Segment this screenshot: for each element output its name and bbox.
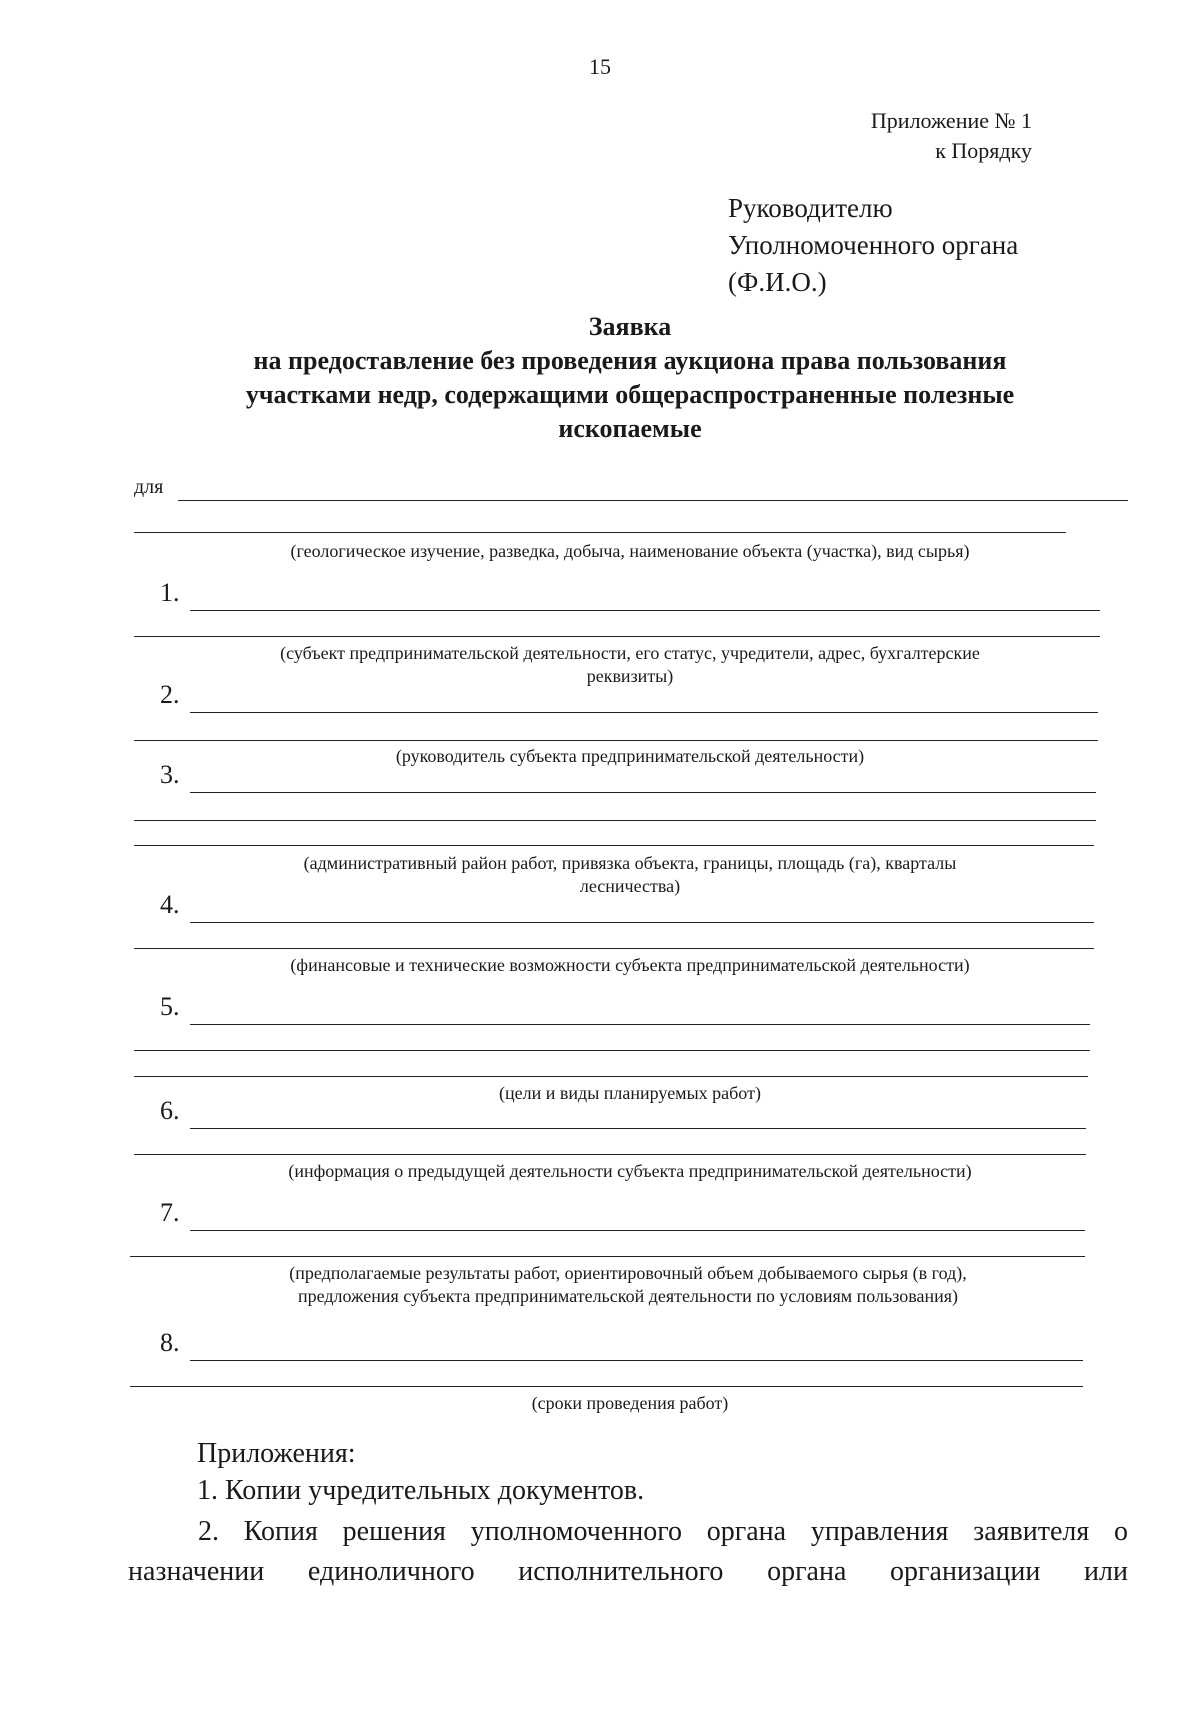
item-5-number: 5. bbox=[160, 992, 180, 1021]
item-2-fill-line-2[interactable] bbox=[134, 740, 1098, 741]
addressee-line-2: Уполномоченного органа bbox=[728, 230, 1019, 260]
item-5-fill-line-3[interactable] bbox=[134, 1076, 1088, 1077]
item-1-fill-line[interactable] bbox=[190, 610, 1100, 611]
item-5-caption: (цели и виды планируемых работ) bbox=[499, 1083, 761, 1103]
item-7-fill-line[interactable] bbox=[190, 1230, 1085, 1231]
item-6-number: 6. bbox=[160, 1096, 180, 1125]
item-2-number: 2. bbox=[160, 680, 180, 709]
item-7-fill-line-2[interactable] bbox=[130, 1256, 1085, 1257]
item-5-fill-line-2[interactable] bbox=[134, 1050, 1090, 1051]
item-8-fill-line[interactable] bbox=[190, 1360, 1083, 1361]
item-4-number: 4. bbox=[160, 890, 180, 919]
title-line-1: Заявка bbox=[588, 312, 672, 341]
item-2-caption: (руководитель субъекта предпринимательской деятельности) bbox=[395, 746, 865, 766]
item-3-caption: (административный район работ, привязка объекта, границы, площадь (га), кварталы лесничества) bbox=[303, 853, 957, 896]
item-4-fill-line[interactable] bbox=[190, 922, 1094, 923]
purpose-caption: (геологическое изучение, разведка, добыча, наименование объекта (участка), вид сырья) bbox=[290, 541, 970, 561]
document-title bbox=[130, 310, 1130, 446]
item-1-caption: (субъект предпринимательской деятельности, его статус, учредители, адрес, бухгалтерские реквизиты) bbox=[280, 643, 980, 686]
attachments-heading: Приложения: bbox=[197, 1438, 356, 1469]
purpose-fill-line-2[interactable] bbox=[134, 532, 1066, 533]
item-3-fill-line[interactable] bbox=[190, 792, 1096, 793]
annex-line-1: Приложение № 1 bbox=[870, 108, 1032, 133]
addressee-line-1: Руководителю bbox=[728, 193, 893, 223]
item-4-caption: (финансовые и технические возможности субъекта предпринимательской деятельности) bbox=[290, 955, 970, 975]
item-8-fill-line-2[interactable] bbox=[130, 1386, 1083, 1387]
item-3-number: 3. bbox=[160, 760, 180, 789]
title-line-4: ископаемые bbox=[558, 414, 702, 443]
attachment-item-2: 2. Копия решения уполномоченного органа управления заявителя о назначении единоличного исполнительного органа организации или bbox=[128, 1516, 1128, 1587]
title-line-3: участками недр, содержащими общераспространенные полезные bbox=[245, 380, 1015, 409]
item-6-fill-line[interactable] bbox=[190, 1128, 1086, 1129]
addressee-line-3: (Ф.И.О.) bbox=[728, 267, 827, 297]
page-number: 15 bbox=[589, 54, 611, 79]
attachment-item-1: 1. Копии учредительных документов. bbox=[197, 1475, 645, 1506]
purpose-label: для bbox=[134, 476, 164, 498]
item-3-fill-line-3[interactable] bbox=[134, 845, 1094, 846]
item-4-fill-line-2[interactable] bbox=[134, 948, 1094, 949]
annex-reference bbox=[871, 106, 1032, 166]
title-line-2: на предоставление без проведения аукциона права пользования bbox=[253, 346, 1007, 375]
item-3-fill-line-2[interactable] bbox=[134, 820, 1096, 821]
item-1-number: 1. bbox=[160, 578, 180, 607]
item-6-caption: (информация о предыдущей деятельности субъекта предпринимательской деятельности) bbox=[288, 1161, 972, 1181]
annex-line-2: к Порядку bbox=[935, 138, 1032, 163]
addressee-block bbox=[728, 190, 1018, 301]
item-7-number: 7. bbox=[160, 1198, 180, 1227]
item-2-fill-line[interactable] bbox=[190, 712, 1098, 713]
purpose-fill-line[interactable] bbox=[178, 500, 1128, 501]
item-1-fill-line-2[interactable] bbox=[134, 636, 1100, 637]
item-7-caption: (предполагаемые результаты работ, ориентировочный объем добываемого сырья (в год), предложения субъекта предпринимательской деятельности по условиям пользования) bbox=[289, 1263, 967, 1306]
item-6-fill-line-2[interactable] bbox=[134, 1154, 1086, 1155]
item-5-fill-line[interactable] bbox=[190, 1024, 1090, 1025]
item-8-number: 8. bbox=[160, 1328, 180, 1357]
item-8-caption: (сроки проведения работ) bbox=[531, 1393, 729, 1413]
